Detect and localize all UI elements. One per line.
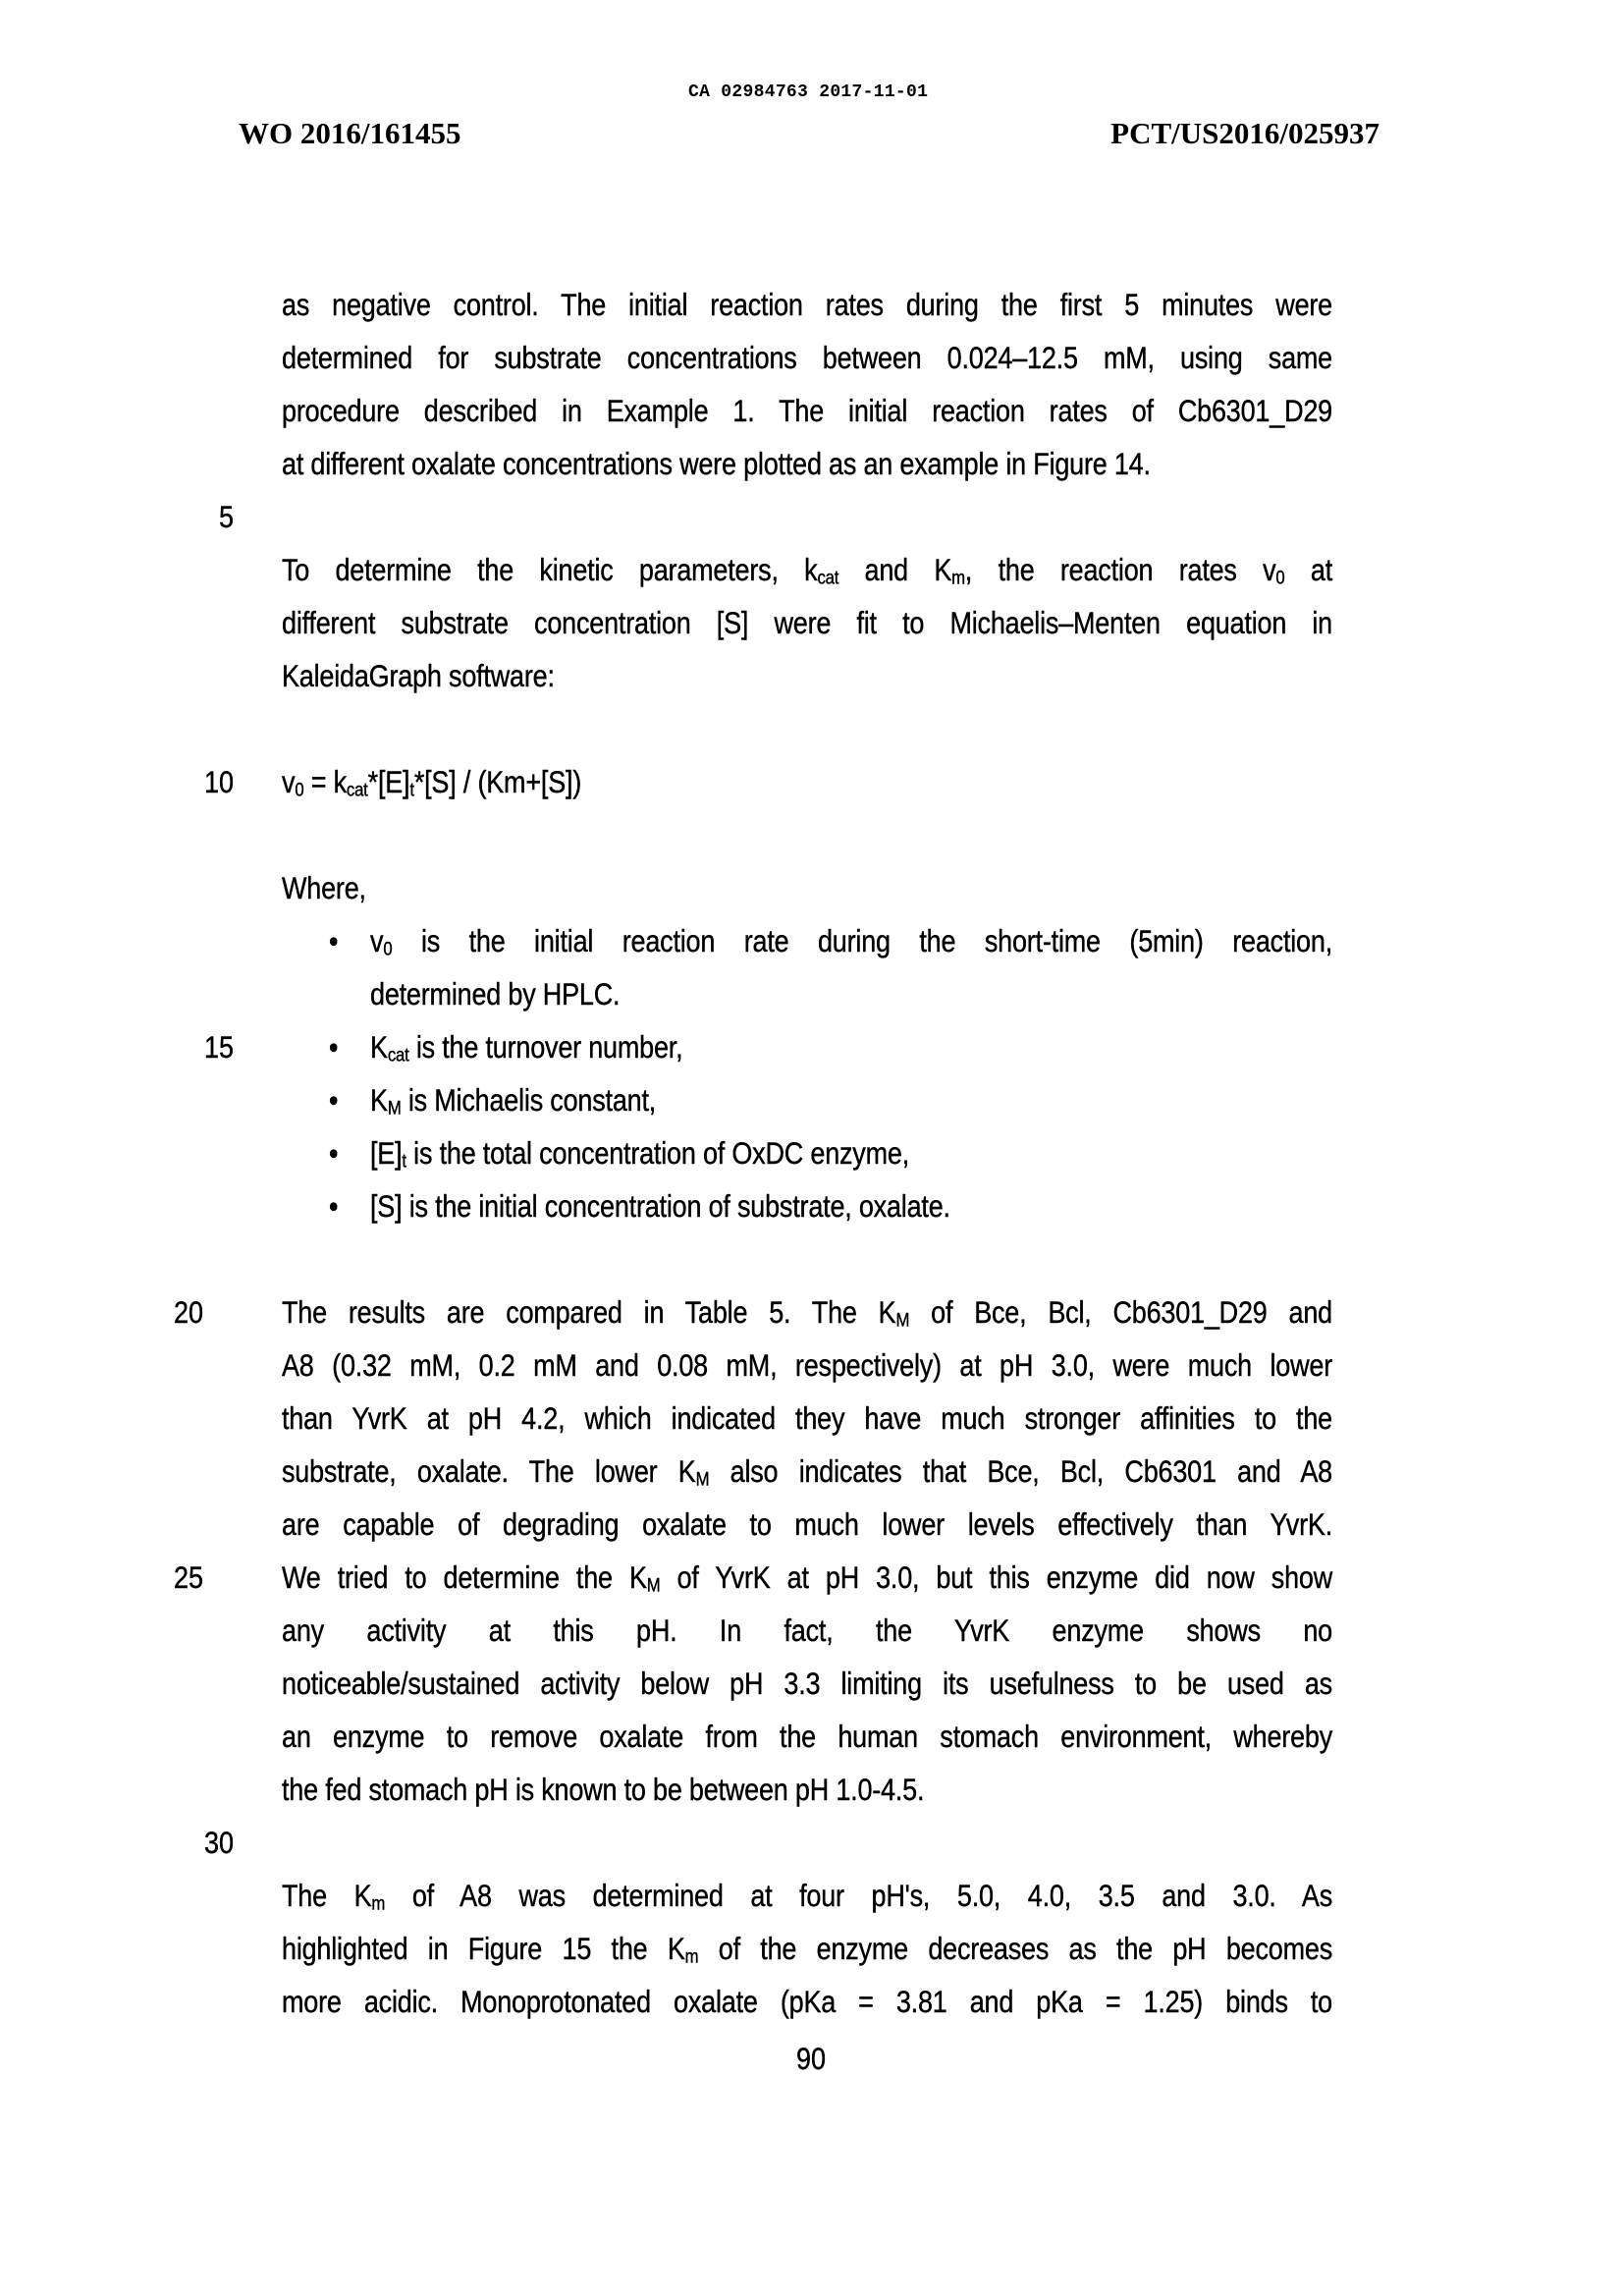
text-line: 25 We tried to determine the $K_M$ of YvrK at pH 3.0, but this enzyme did now show xyxy=(282,1547,1332,1610)
margin-line-number: 20 xyxy=(174,1294,204,1331)
text-line: different substrate concentration [S] were fit to Michaelis–Menten equation in xyxy=(282,605,1332,641)
text-line: any activity at this pH. In fact, the YvrK enzyme shows no xyxy=(282,1613,1332,1649)
bullet-icon: • xyxy=(329,1029,339,1066)
text-line: A8 (0.32 mM, 0.2 mM and 0.08 mM, respectively) at pH 3.0, were much lower xyxy=(282,1347,1332,1384)
margin-line-number: 30 xyxy=(203,1825,234,1861)
text-line: The $K_m$ of A8 was determined at four pH's, 5.0, 4.0, 3.5 and 3.0. As xyxy=(282,1878,1332,1915)
text-line: • $[E]_t$ is the total concentration of OxDC enzyme, xyxy=(282,1122,1332,1185)
scan-date-stamp: CA 02984763 2017-11-01 xyxy=(688,82,929,102)
bullet-icon: • xyxy=(329,1135,339,1172)
text-line: noticeable/sustained activity below pH 3.3 limiting its usefulness to be used as xyxy=(282,1666,1332,1702)
bullet-icon: • xyxy=(329,1188,339,1225)
text-line: KaleidaGraph software: xyxy=(282,658,555,694)
bullet-icon: • xyxy=(329,923,339,959)
text-line: the fed stomach pH is known to be between pH 1.0-4.5. xyxy=(282,1772,925,1808)
text-line: procedure described in Example 1. The initial reaction rates of Cb6301_D29 xyxy=(282,393,1332,429)
text-line: than YvrK at pH 4.2, which indicated they have much stronger affinities to the xyxy=(282,1400,1332,1437)
text-line: • $v_0$ is the initial reaction rate during the short-time (5min) reaction, xyxy=(282,910,1332,973)
page-number: 90 xyxy=(795,2041,827,2077)
text-line: 10 $v_0 = k_{cat}*[E]_t*[S] / (Km+[S])$ xyxy=(282,751,1332,814)
text-line: more acidic. Monoprotonated oxalate (pKa = 3.81 and pKa = 1.25) binds to xyxy=(282,1984,1332,2020)
text-line: determined for substrate concentrations between 0.024–12.5 mM, using same xyxy=(282,340,1332,376)
application-number: PCT/US2016/025937 xyxy=(1110,116,1379,150)
bullet-icon: • xyxy=(329,1082,339,1119)
text-column xyxy=(174,280,1333,2087)
text-line: Where, xyxy=(282,870,366,906)
text-line: • $K_M$ is Michaelis constant, xyxy=(282,1069,1332,1132)
text-line: are capable of degrading oxalate to much lower levels effectively than YvrK. xyxy=(282,1506,1332,1543)
margin-line-number: 25 xyxy=(174,1559,204,1596)
text-line: highlighted in Figure 15 the $K_m$ of the enzyme decreases as the pH becomes xyxy=(282,1931,1332,1968)
text-line: To determine the kinetic parameters, $k_{cat}$ and $K_m$, the reaction rates $v_0$ at xyxy=(282,552,1332,589)
text-line: determined by HPLC. xyxy=(370,976,621,1012)
text-line: • [S] is the initial concentration of substrate, oxalate. xyxy=(282,1175,1332,1238)
text-line: at different oxalate concentrations were plotted as an example in Figure 14. xyxy=(282,446,1151,482)
text-line: an enzyme to remove oxalate from the human stomach environment, whereby xyxy=(282,1719,1332,1755)
text-line: 15 • $K_{cat}$ is the turnover number, xyxy=(282,1016,1332,1079)
text-line: as negative control. The initial reaction rates during the first 5 minutes were xyxy=(282,287,1332,323)
margin-line-number: 15 xyxy=(203,1029,234,1066)
text-line: substrate, oxalate. The lower $K_M$ also indicates that Bce, Bcl, Cb6301 and A8 xyxy=(282,1453,1333,1491)
publication-number: WO 2016/161455 xyxy=(239,116,461,150)
text-line: 20 The results are compared in Table 5. The $K_M$ of Bce, Bcl, Cb6301_D29 and xyxy=(282,1282,1332,1344)
margin-line-number: 5 xyxy=(218,499,234,535)
margin-line-number: 10 xyxy=(203,764,234,800)
